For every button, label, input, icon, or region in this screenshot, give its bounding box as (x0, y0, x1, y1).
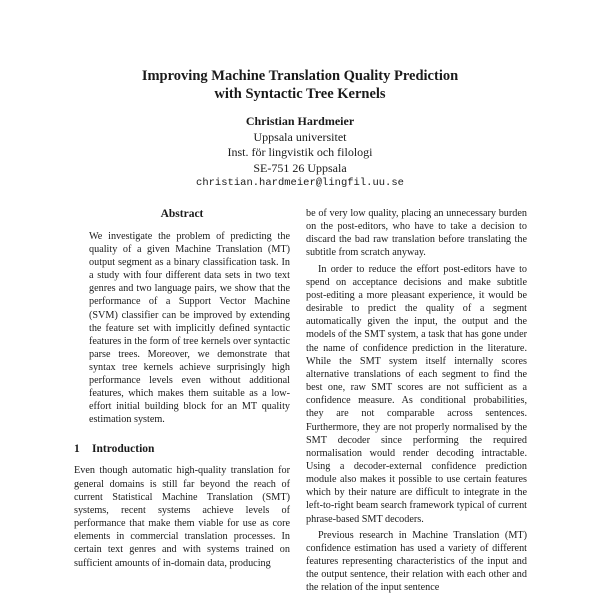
right-paragraph-3: Previous research in Machine Translation (MT) confidence estimation has used a variety of different features representing characteristics of the input and the output sentence, their relation with each other and the relation of the input sentence (306, 529, 527, 594)
right-paragraph-2: In order to reduce the effort post-editors have to spend on acceptance decisions and make subtitle post-editing a more pleasant experience, it would be desirable to predict the quality of a segment automatically given the input, the output and the models of the SMT system, a task that has gone under the name of confidence prediction in the literature. While the SMT system itself internally scores alternative translations of each segment to find the best one, raw SMT scores are not sufficient as a confidence measure. As conditional probabilities, they are not comparable across sentences. Furthermore, they are not properly normalised by the SMT decoder since performing the required normalisation would render decoding intractable. Using a decoder-external confidence prediction module also makes it possible to use certain features which by their nature are difficult to integrate in the left-to-right beam search framework typical of current phrase-based SMT decoders. (306, 263, 527, 525)
title-line-2: with Syntactic Tree Kernels (214, 86, 386, 102)
author-name: Christian Hardmeier (245, 114, 355, 128)
intro-paragraph-1: Even though automatic high-quality translation for general domains is still far beyond the reach of current Statistical Machine Translation (SMT) systems, recent systems achieve levels of performance that make them viable for use as core elements in commercial translation processes. In certain text genres and with systems trained on sufficient amounts of in-domain data, producing (74, 465, 290, 569)
left-column (74, 207, 290, 570)
title-line-1: Improving Machine Translation Quality Prediction (141, 68, 459, 84)
author-email: christian.hardmeier@lingfil.uu.se (196, 177, 404, 189)
section-heading-introduction (74, 442, 290, 457)
author-affiliation-department: Inst. för lingvistik och filologi (227, 145, 373, 159)
abstract-heading: Abstract (160, 208, 204, 220)
abstract-text: We investigate the problem of predicting the quality of a given Machine Translation (MT) output segment as a binary classification task. In a study with four different data sets in two text genres and two language pairs, we show that the performance of a Support Vector Machine (SVM) classifier can be improved by extending the feature set with implicitly defined syntactic features in the form of tree kernels over syntactic parse trees. Moreover, we demonstrate that syntax tree kernels achieve surprisingly high performance levels even without additional features, which makes them suitable as a low-effort initial building block for an MT quality estimation system. (89, 231, 290, 426)
paper-title (60, 67, 540, 103)
section-title: Introduction (92, 443, 155, 456)
author-block (100, 114, 500, 192)
author-address: SE-751 26 Uppsala (253, 160, 347, 175)
right-column (306, 207, 527, 595)
right-paragraph-1: be of very low quality, placing an unnecessary burden on the post-editors, who have to take a decision to discard the bad raw translation before translating the subtitle from scratch anyway. (306, 208, 527, 259)
section-number: 1 (74, 443, 80, 456)
author-affiliation-university: Uppsala universitet (253, 129, 347, 144)
